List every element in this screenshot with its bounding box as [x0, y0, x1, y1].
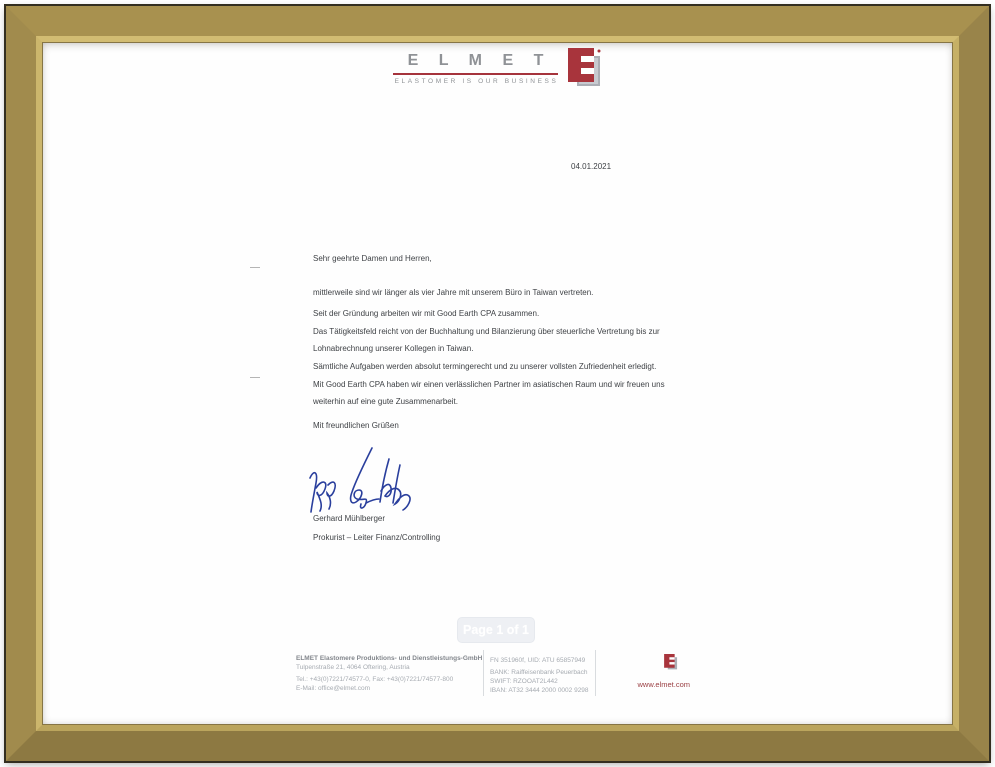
footer-divider-2 — [595, 650, 596, 696]
signer-title: Prokurist – Leiter Finanz/Controlling — [313, 533, 441, 542]
fold-mark-bottom — [250, 377, 260, 378]
letter-date: 04.01.2021 — [571, 162, 612, 171]
paragraph-5: Mit Good Earth CPA haben wir einen verlässlichen Partner im asiatischen Raum und wir freuen uns weiterhin auf eine gute Zusammenarbeit. — [313, 380, 665, 406]
footer-divider-1 — [483, 650, 484, 696]
logo-underline — [393, 73, 559, 75]
fold-mark-top — [250, 267, 260, 268]
salutation: Sehr geehrte Damen und Herren, — [313, 254, 432, 263]
signature-icon — [303, 446, 421, 521]
gold-picture-frame — [6, 6, 989, 761]
frame-inner-bevel — [36, 36, 959, 731]
elmet-logo — [393, 48, 559, 85]
closing: Mit freundlichen Grüßen — [313, 421, 399, 430]
logo-tagline: ELASTOMER IS OUR BUSINESS — [394, 78, 559, 85]
paragraph-4: Sämtliche Aufgaben werden absolut termingerecht und zu unserer vollsten Zufriedenheit erledigt. — [313, 362, 657, 371]
paragraph-1: mittlerweile sind wir länger als vier Jahre mit unserem Büro in Taiwan vertreten. — [313, 288, 594, 297]
footer-e-mark-icon — [664, 654, 678, 676]
signer-name: Gerhard Mühlberger — [313, 514, 386, 523]
logo-wordmark: E L M E T — [407, 52, 552, 69]
page-indicator: Page 1 of 1 — [457, 617, 535, 643]
letter-page — [42, 42, 953, 725]
paragraph-2: Seit der Gründung arbeiten wir mit Good Earth CPA zusammen. — [313, 309, 540, 318]
paragraph-3: Das Tätigkeitsfeld reicht von der Buchhaltung und Bilanzierung über steuerliche Vertretung bis zur Lohnabrechnung unserer Kollegen in Taiwan. — [313, 327, 660, 353]
letterhead — [42, 48, 953, 95]
footer-company-block: ELMET Elastomere Produktions- und Dienstleistungs-GmbH Tulpenstraße 21, 4064 Oftering, Austria Tel.: +43(0)7221/74577-0, Fax: +43(0)7221/74577-800 E-Mail: office@elmet.com — [296, 655, 483, 692]
elmet-e-mark-icon — [568, 48, 602, 95]
footer-registry-block: FN 351960f, UID: ATU 65857949 BANK: Raiffeisenbank Peuerbach SWIFT: RZOOAT2L442 IBAN: AT32 3444 2000 0002 9298 — [490, 657, 589, 694]
footer-website: www.elmet.com — [637, 680, 690, 689]
